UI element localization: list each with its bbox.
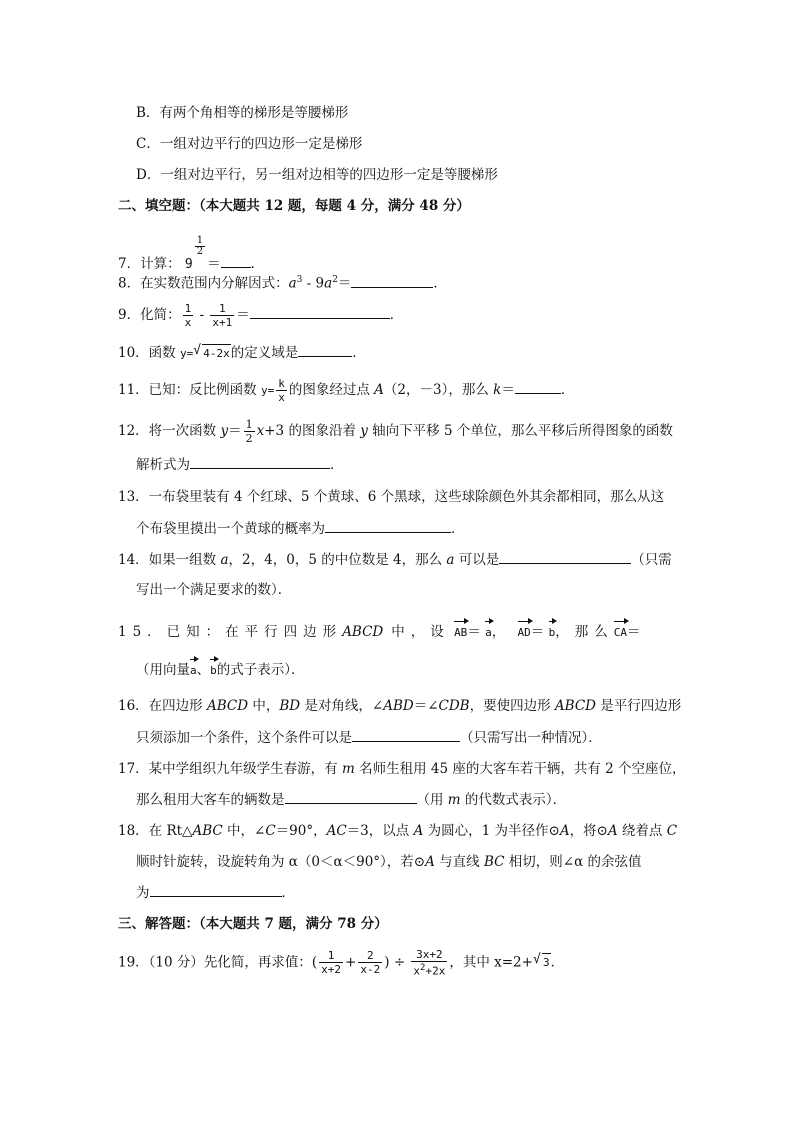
question-17: 17．某中学组织九年级学生春游，有 m 名师生租用 45 座的大客车若干辆，共有 2 个空座位， xyxy=(118,761,686,777)
q19-fraction-3: $\frac{3x+2}{x^2+2x}$ xyxy=(413,948,446,978)
question-18-line-3: 为 ． xyxy=(136,885,295,901)
vector-b: b xyxy=(549,620,556,642)
question-12: 12．将一次函数 y＝ $\frac{1}{2}$ x+3 的图象沿着 y 轴向下平移 5 个单位，那么平移后所得图象的函数 xyxy=(118,418,673,445)
q9-label: 9．化简： xyxy=(118,307,181,323)
question-14: 14．如果一组数 a，2，4，0，5 的中位数是 4，那么 a 可以是 （只需 xyxy=(118,552,672,568)
question-11: 11．已知：反比例函数 y= $\frac{k}{x}$ 的图象经过点 A（2，－3），那么 k＝ ． xyxy=(118,377,575,404)
q14-answer-blank[interactable] xyxy=(499,551,631,564)
vector-a: a xyxy=(485,620,492,642)
q19-fraction-2: $\frac{2}{x-2}$ xyxy=(360,949,381,977)
question-15-line-2: （用向量a、b的式子表示）． xyxy=(136,658,305,680)
question-7: 7．计算： 9 $\frac{1}{2}$ ＝ ． xyxy=(118,235,265,272)
question-14-line-2: 写出一个满足要求的数）． xyxy=(136,582,292,598)
q12-label: 12．将一次函数 xyxy=(118,423,221,439)
q9-fraction-2: $\frac{1}{x+1}$ xyxy=(212,302,233,329)
q16-label: 16．在四边形 xyxy=(118,698,207,714)
q8-label: 8．在实数范围内分解因式： xyxy=(118,275,289,292)
section-3-heading: 三、解答题：（本大题共 7 题，满分 78 分） xyxy=(118,916,388,932)
q15-label: 15．已知：在平行四边形 xyxy=(118,624,343,640)
question-12-line-2: 解析式为 ． xyxy=(136,457,344,473)
q13-answer-blank[interactable] xyxy=(325,520,451,533)
option-d: D．一组对边平行，另一组对边相等的四边形一定是等腰梯形 xyxy=(136,167,498,183)
q10-radical: √ 4-2x xyxy=(193,344,231,363)
section-2-heading: 二、填空题：（本大题共 12 题，每题 4 分，满分 48 分） xyxy=(118,198,470,214)
question-13-line-2: 个布袋里摸出一个黄球的概率为 ． xyxy=(136,521,465,537)
q9-answer-blank[interactable] xyxy=(250,306,390,319)
q19-radical: √ 3 xyxy=(533,953,551,972)
q19-fraction-1: $\frac{1}{x+2}$ xyxy=(321,949,342,977)
q18-answer-blank[interactable] xyxy=(150,884,282,897)
question-10: 10．函数 y= √ 4-2x的定义域是 ． xyxy=(118,343,366,361)
q17-answer-blank[interactable] xyxy=(285,791,417,804)
q7-label: 7．计算： xyxy=(118,256,181,272)
question-8: 8．在实数范围内分解因式：$a^3 - 9a^2=$ ． xyxy=(118,275,447,292)
q18-label: 18．在 Rt△ xyxy=(118,823,193,839)
vector-b-ref: b xyxy=(210,658,217,680)
q12-answer-blank[interactable] xyxy=(190,456,330,469)
question-18-line-2: 顺时针旋转，设旋转角为 α（0＜α＜90°），若⊙A 与直线 BC 相切，则∠α 的余弦值 xyxy=(136,854,642,870)
question-16: 16．在四边形 ABCD 中，BD 是对角线，∠ABD＝∠CDB，要使四边形 ABCD 是平行四边形 xyxy=(118,698,682,714)
option-c: C．一组对边平行的四边形一定是梯形 xyxy=(136,136,363,152)
q12-fraction: $\frac{1}{2}$ xyxy=(245,418,253,445)
option-b: B．有两个角相等的梯形是等腰梯形 xyxy=(136,105,349,121)
q17-label: 17．某中学组织九年级学生春游，有 xyxy=(118,761,342,777)
q14-label: 14．如果一组数 xyxy=(118,552,221,568)
q7-exponent: $\frac{1}{2}$ xyxy=(196,235,204,257)
vector-ab: AB xyxy=(454,620,467,642)
vector-ad: AD xyxy=(518,620,531,642)
q16-answer-blank[interactable] xyxy=(352,729,460,742)
vector-a-ref: a xyxy=(190,658,197,680)
question-17-line-2: 那么租用大客车的辆数是 （用 m 的代数式表示）． xyxy=(136,792,567,808)
q10-answer-blank[interactable] xyxy=(298,344,352,357)
q11-label: 11．已知：反比例函数 xyxy=(118,382,261,398)
q7-base: 9 xyxy=(184,257,193,272)
q11-fraction: $\frac{k}{x}$ xyxy=(278,377,285,404)
q9-fraction-1: $\frac{1}{x}$ xyxy=(184,302,192,329)
question-19: 19．（10 分）先化简，再求值：( $\frac{1}{x+2}$ + $\frac{2}{x-2}$ ) ÷ $\frac{3x+2}{x^2+2x}$ ，其中 x=2+ √ 3． xyxy=(118,948,565,978)
vector-ca: CA xyxy=(614,620,627,642)
q7-answer-blank[interactable] xyxy=(221,255,251,268)
question-9: 9．化简： $\frac{1}{x}$ - $\frac{1}{x+1}$ ＝ ． xyxy=(118,302,404,329)
question-13: 13．一布袋里装有 4 个红球、5 个黄球、6 个黑球，这些球除颜色外其余都相同，那么从这 xyxy=(118,489,665,505)
q11-answer-blank[interactable] xyxy=(515,381,561,394)
question-15: 15．已知：在平行四边形ABCD 中，设 AB＝ a， AD＝ b，那么CA＝ xyxy=(118,620,640,642)
q7-equals: ＝ xyxy=(207,256,221,272)
q19-label: 19．（10 分）先化简，再求值：( xyxy=(118,954,318,971)
q8-answer-blank[interactable] xyxy=(351,275,433,288)
question-16-line-2: 只须添加一个条件，这个条件可以是 （只需写出一种情况）． xyxy=(136,730,602,746)
question-18: 18．在 Rt△ABC 中，∠C＝90°，AC＝3，以点 A 为圆心，1 为半径作⊙A，将⊙A 绕着点 C xyxy=(118,823,678,839)
q10-label: 10．函数 xyxy=(118,345,180,361)
